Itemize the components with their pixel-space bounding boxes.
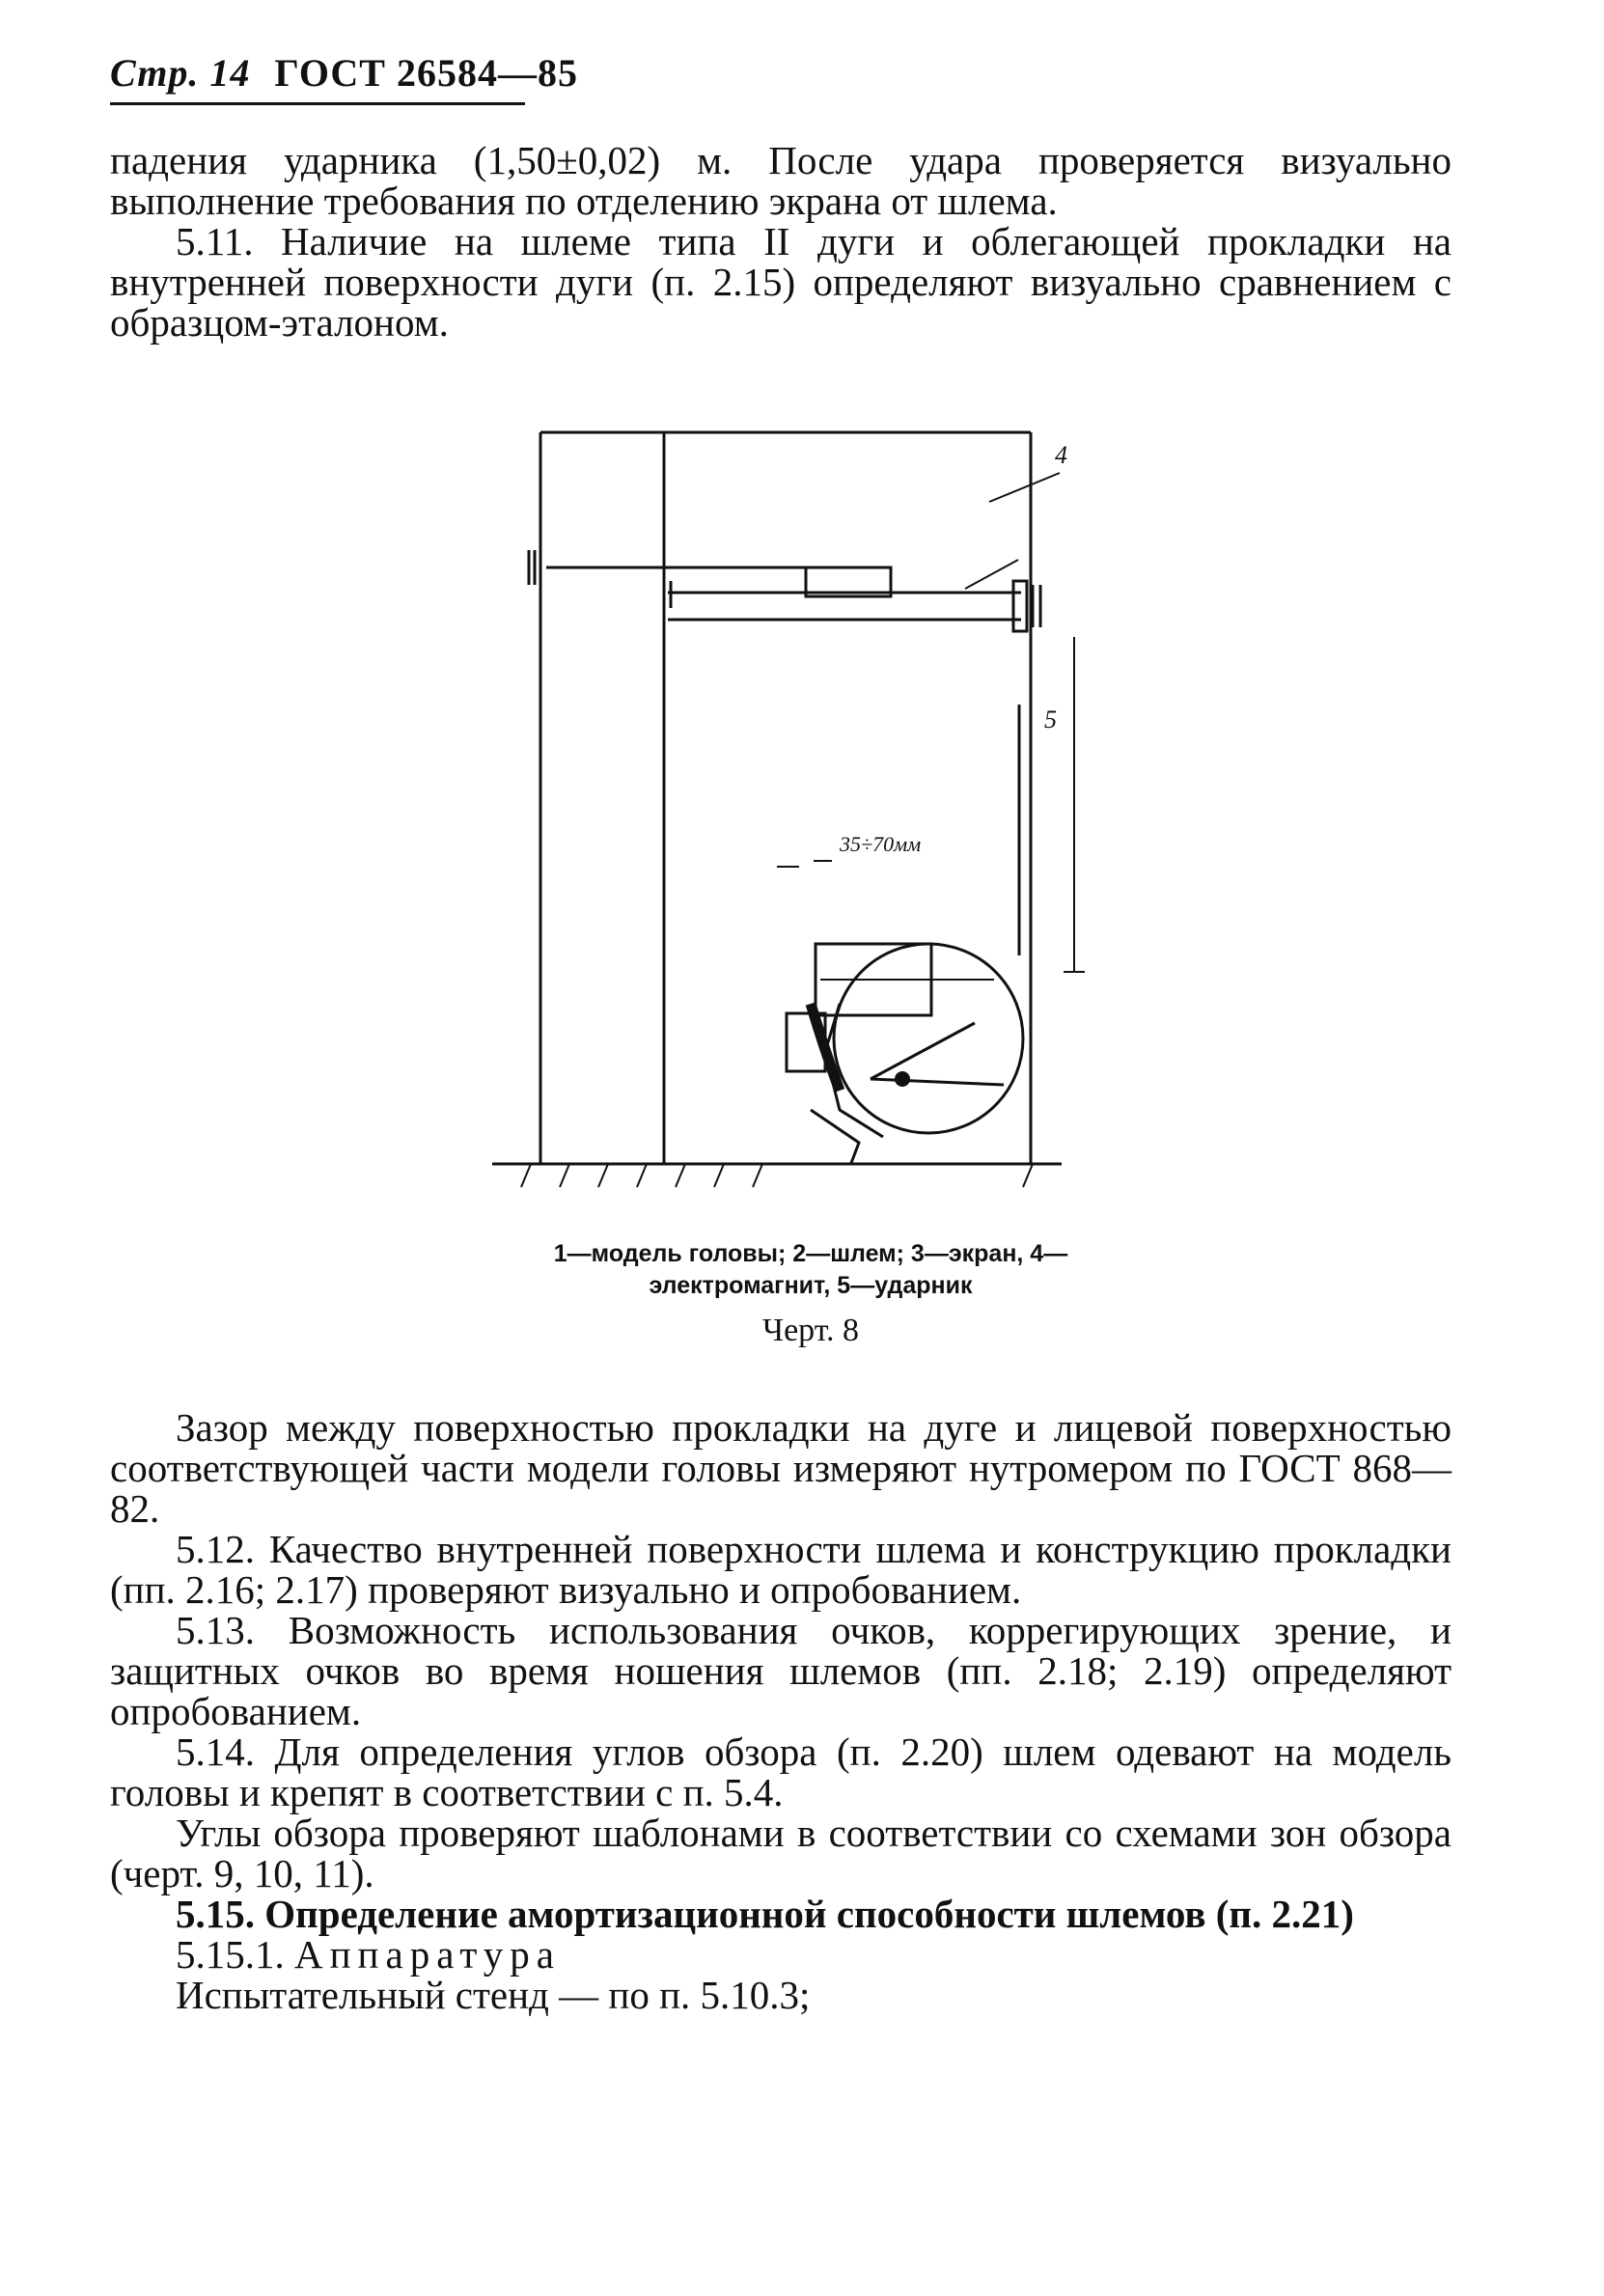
paragraph-continuation: падения ударника (1,50±0,02) м. После удара проверяется визуально выполнение требования по отделению экрана от шлема. — [110, 138, 1452, 223]
header-rule — [110, 102, 525, 105]
paragraph-5-13: 5.13. Возможность использования очков, коррегирующих зрение, и защитных очков во время ношения шлемов (пп. 2.18; 2.19) определяют опробованием. — [110, 1608, 1452, 1733]
paragraph-5-12: 5.12. Качество внутренней поверхности шлема и конструкцию прокладки (пп. 2.16; 2.17) проверяют визуально и опробованием. — [110, 1527, 1452, 1612]
page-number: Стр. 14 — [110, 51, 251, 95]
page-header — [110, 50, 578, 96]
section-number: 5.15.1. — [176, 1932, 285, 1977]
paragraph-5-14: 5.14. Для определения углов обзора (п. 2.20) шлем одевают на модель головы и крепят в соответствии с п. 5.4. — [110, 1729, 1452, 1814]
standard-number: ГОСТ 26584—85 — [274, 51, 578, 95]
paragraph-viewing-angles: Углы обзора проверяют шаблонами в соответствии со схемами зон обзора (черт. 9, 10, 11). — [110, 1811, 1452, 1895]
head-model — [834, 944, 1023, 1133]
ground-hatching — [521, 1164, 1033, 1187]
top-text-block — [110, 140, 1452, 343]
callout-4-leader — [989, 473, 1060, 502]
paragraph-test-stand: Испытательный стенд — по п. 5.10.3; — [176, 1973, 811, 2017]
section-heading-apparatus: Аппаратура — [294, 1932, 561, 1977]
figure-8-test-stand — [492, 415, 1110, 1226]
bottom-text-block — [110, 1407, 1452, 2015]
figure-caption: 1—модель головы; 2—шлем; 3—экран, 4—электромагнит, 5—ударник — [553, 1240, 1068, 1299]
paragraph-gap: Зазор между поверхностью прокладки на дуге и лицевой поверхностью соответствующей части модели головы измеряют нутромером по ГОСТ 868—82. — [110, 1405, 1452, 1531]
figure-number: Черт. 8 — [761, 1313, 860, 1348]
paragraph-5-15-heading: 5.15. Определение амортизационной способности шлемов (п. 2.21) — [176, 1892, 1354, 1936]
pivot-point — [895, 1071, 910, 1087]
paragraph-5-11: 5.11. Наличие на шлеме типа II дуги и облегающей прокладки на внутренней поверхности дуги (п. 2.15) определяют визуально сравнением с образцом-эталоном. — [110, 219, 1452, 345]
paragraph-5-15-1 — [110, 1934, 1452, 1975]
callout-4-label: 4 — [1055, 441, 1067, 469]
gap-dimension-label: 35÷70мм — [840, 832, 922, 856]
callout-5-label: 5 — [1044, 705, 1057, 733]
